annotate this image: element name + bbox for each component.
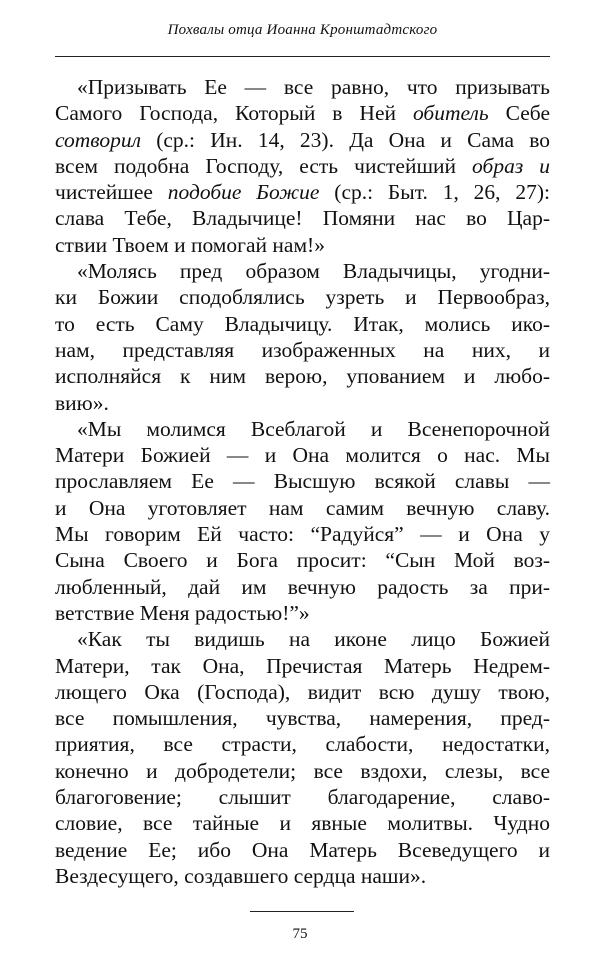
text-segment: Самого Господа, Который в Ней [55, 101, 413, 126]
text-segment: лющего Ока (Господа), видит всю душу твою, [55, 679, 550, 704]
text-line [55, 127, 550, 153]
text-line [55, 784, 550, 810]
text-segment: всем подобна Господу, есть чистейший [55, 153, 473, 178]
text-line [55, 205, 550, 231]
text-segment: ведение Ее; ибо Она Матерь Всеведущего и [55, 837, 550, 862]
text-line [55, 337, 550, 363]
text-line [55, 179, 550, 205]
text-segment: «Мы молимся Всеблагой и Всенепорочной [77, 416, 550, 441]
page-number: 75 [292, 926, 308, 942]
paragraph [55, 74, 550, 258]
text-line [55, 153, 550, 179]
text-line [55, 284, 550, 310]
text-line [55, 311, 550, 337]
italic-text: подобие Божие [167, 180, 320, 205]
text-line [55, 679, 550, 705]
text-line [55, 258, 550, 284]
text-segment: Матери, так Она, Пречистая Матерь Недрем- [55, 653, 550, 678]
footer-rule [250, 911, 354, 912]
text-segment: благоговение; слышит благодарение, славо- [55, 785, 550, 810]
text-line [55, 74, 550, 100]
text-line [55, 547, 550, 573]
text-segment: Сына Своего и Бога просит: “Сын Мой воз- [55, 548, 550, 573]
text-segment: нам, представляя изображенных на них, и [55, 337, 550, 362]
body-text [55, 74, 550, 889]
paragraph [55, 416, 550, 626]
text-segment: Себе [488, 101, 550, 126]
text-line [55, 521, 550, 547]
text-segment: ветствие Меня радостью!”» [55, 600, 310, 625]
text-line [55, 363, 550, 389]
text-line [55, 232, 550, 258]
text-segment: «Молясь пред образом Владычицы, угодни- [77, 259, 550, 284]
text-line [55, 100, 550, 126]
text-line [55, 574, 550, 600]
running-head: Похвалы отца Иоанна Кронштадтского [167, 22, 438, 38]
text-segment: приятия, все страсти, слабости, недостатки, [55, 732, 550, 757]
text-segment: ствии Твоем и помогай нам!» [55, 232, 325, 257]
text-segment: «Призывать Ее — все равно, что призывать [77, 75, 550, 99]
text-segment: прославляем Ее — Высшую всякой славы — [55, 469, 550, 494]
text-line [55, 810, 550, 836]
text-segment: Мы говорим Ей часто: “Радуйся” — и Она у [55, 522, 550, 547]
text-segment: конечно и добродетели; все вздохи, слезы, все [55, 758, 550, 783]
text-line [55, 442, 550, 468]
text-segment: ки Божии сподоблялись узреть и Первообраз, [55, 285, 550, 310]
text-segment: все помышления, чувства, намерения, пред- [55, 706, 550, 731]
text-line [55, 863, 550, 889]
paragraph [55, 626, 550, 889]
text-line [55, 731, 550, 757]
header-rule [55, 56, 550, 57]
text-segment: Вездесущего, создавшего сердца наши». [55, 863, 427, 888]
text-segment: (ср.: Быт. 1, 26, 27): [319, 180, 550, 205]
text-segment: исполняйся к ним верою, упованием и любо- [55, 364, 550, 389]
text-segment: Матери Божией — и Она молится о нас. Мы [55, 443, 550, 468]
text-line [55, 416, 550, 442]
text-line [55, 705, 550, 731]
text-segment: чистейшее [55, 180, 168, 205]
paragraph [55, 258, 550, 416]
text-line [55, 626, 550, 652]
text-line [55, 390, 550, 416]
text-segment: и Она уготовляет нам самим вечную славу. [55, 495, 550, 520]
text-segment: (ср.: Ин. 14, 23). Да Она и Сама во [140, 127, 550, 152]
text-segment: слава Тебе, Владычице! Помяни нас во Цар- [55, 206, 550, 231]
text-line [55, 837, 550, 863]
text-line [55, 600, 550, 626]
italic-text: обитель [412, 101, 489, 126]
text-segment: любленный, дай им вечную радость за при- [55, 574, 550, 599]
text-segment: то есть Саму Владычицу. Итак, молись ико- [55, 311, 550, 336]
text-line [55, 758, 550, 784]
italic-text: образ и [472, 153, 550, 178]
italic-text: сотворил [55, 127, 141, 152]
text-line [55, 653, 550, 679]
text-segment: «Как ты видишь на иконе лицо Божией [77, 627, 550, 652]
text-line [55, 495, 550, 521]
text-line [55, 468, 550, 494]
text-segment: вию». [55, 390, 109, 415]
text-segment: словие, все тайные и явные молитвы. Чудно [55, 811, 550, 836]
